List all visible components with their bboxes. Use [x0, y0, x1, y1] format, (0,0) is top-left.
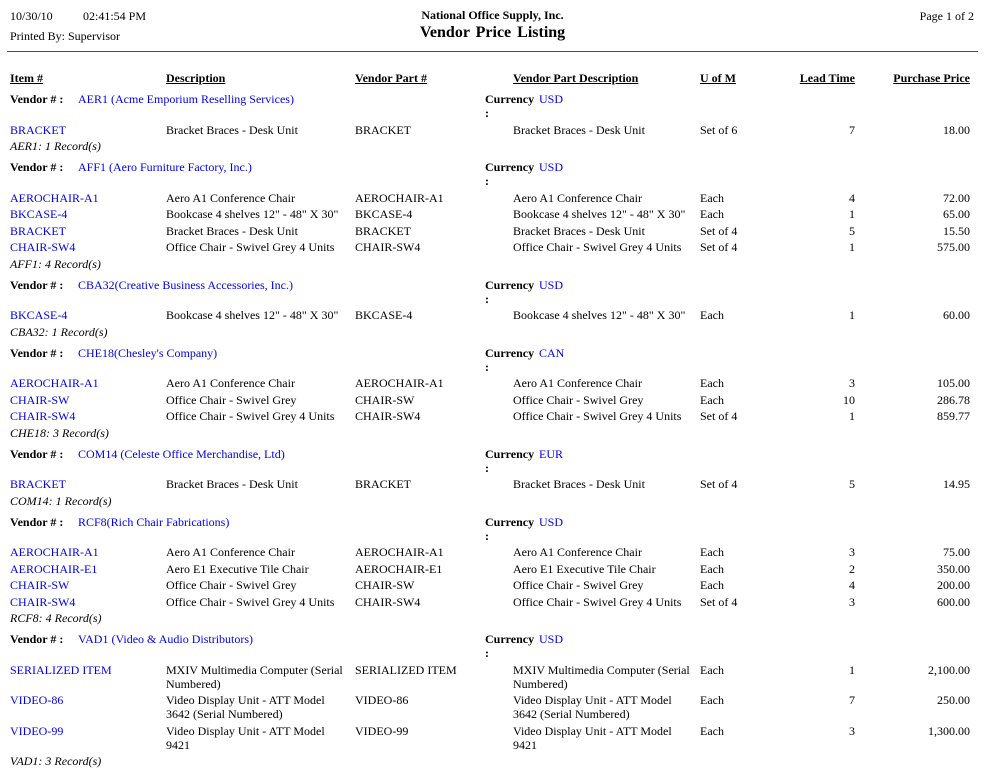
description-cell: Aero A1 Conference Chair — [166, 376, 295, 390]
vendor-part-cell: BKCASE-4 — [355, 207, 413, 221]
record-count: VAD1: 3 Record(s) — [10, 754, 102, 768]
vendor-header-row — [10, 92, 970, 120]
currency-label: Currency : — [485, 514, 535, 543]
vendor-part-cell: BRACKET — [355, 477, 412, 491]
uofm-cell: Each — [700, 376, 724, 390]
description-cell: Aero E1 Executive Tile Chair — [166, 561, 309, 576]
vendor-link[interactable]: AFF1 (Aero Furniture Factory, Inc.) — [78, 160, 252, 174]
vendor-group — [0, 632, 985, 768]
vendor-part-cell: AEROCHAIR-A1 — [355, 376, 444, 390]
item-link[interactable]: BRACKET — [10, 122, 67, 137]
currency-label: Currency : — [485, 446, 535, 475]
vendor-part-description-cell: Bookcase 4 shelves 12" - 48" X 30" — [513, 308, 686, 322]
description-cell: Office Chair - Swivel Grey 4 Units — [166, 240, 335, 254]
column-header-description: Description — [166, 71, 226, 85]
description-cell: Aero A1 Conference Chair — [166, 190, 295, 205]
lead-time-cell: 3 — [849, 594, 855, 609]
report-title: Vendor Price Listing — [419, 24, 566, 41]
uofm-cell: Set of 6 — [700, 122, 738, 137]
description-cell: Bracket Braces - Desk Unit — [166, 223, 298, 238]
purchase-price-cell: 250.00 — [937, 693, 970, 707]
vendor-link[interactable]: CBA32(Creative Business Accessories, Inc.) — [78, 277, 293, 292]
currency-value[interactable]: USD — [539, 277, 564, 292]
vendor-part-description-cell: MXIV Multimedia Computer (Serial Numbered) — [513, 662, 690, 691]
vendor-part-description-cell: Office Chair - Swivel Grey — [513, 392, 644, 407]
currency-label: Currency : — [485, 160, 535, 188]
table-row — [10, 123, 970, 137]
purchase-price-cell: 200.00 — [937, 578, 970, 592]
currency-label: Currency : — [485, 277, 535, 306]
purchase-price-cell: 1,300.00 — [928, 723, 970, 738]
purchase-price-cell: 350.00 — [937, 561, 970, 576]
uofm-cell: Set of 4 — [700, 594, 738, 609]
vendor-part-cell: AEROCHAIR-A1 — [355, 190, 444, 205]
vendor-part-cell: CHAIR-SW4 — [355, 409, 421, 423]
item-link[interactable]: SERIALIZED ITEM — [10, 662, 112, 677]
vendor-part-description-cell: Bracket Braces - Desk Unit — [513, 223, 645, 238]
lead-time-cell: 10 — [843, 392, 855, 407]
purchase-price-cell: 75.00 — [943, 545, 970, 559]
uofm-cell: Set of 4 — [700, 409, 738, 423]
item-link[interactable]: AEROCHAIR-A1 — [10, 376, 99, 390]
vendor-part-description-cell: Office Chair - Swivel Grey 4 Units — [513, 240, 682, 254]
column-header-lead-time: Lead Time — [799, 71, 855, 85]
table-row — [10, 393, 970, 407]
vendor-part-description-cell: Bookcase 4 shelves 12" - 48" X 30" — [513, 207, 686, 221]
uofm-cell: Each — [700, 578, 724, 592]
item-link[interactable]: BRACKET — [10, 477, 67, 491]
vendor-header-row — [10, 447, 970, 475]
description-cell: Office Chair - Swivel Grey — [166, 578, 297, 592]
vendor-part-description-cell: Aero E1 Executive Tile Chair — [513, 561, 656, 576]
item-link[interactable]: BRACKET — [10, 223, 67, 238]
lead-time-cell: 1 — [849, 662, 855, 677]
vendor-group — [0, 515, 985, 626]
column-header-vendor-part: Vendor Part # — [355, 71, 427, 85]
item-link[interactable]: AEROCHAIR-E1 — [10, 561, 98, 576]
currency-value[interactable]: CAN — [539, 345, 565, 360]
table-row — [10, 240, 970, 254]
table-row — [10, 477, 970, 491]
description-cell: Video Display Unit - ATT Model 9421 — [166, 723, 325, 752]
vendor-header-row — [10, 632, 970, 660]
lead-time-cell: 7 — [849, 693, 855, 707]
currency-label: Currency : — [485, 345, 535, 374]
currency-value[interactable]: USD — [539, 92, 564, 106]
lead-time-cell: 7 — [849, 122, 855, 137]
item-link[interactable]: VIDEO-99 — [10, 723, 64, 738]
vendor-number-label: Vendor # : — [10, 632, 64, 646]
lead-time-cell: 1 — [849, 207, 855, 221]
vendor-part-cell: CHAIR-SW4 — [355, 240, 421, 254]
lead-time-cell: 1 — [849, 240, 855, 254]
vendor-header-row — [10, 278, 970, 306]
vendor-header-row — [10, 346, 970, 374]
vendor-part-cell: VIDEO-86 — [355, 693, 409, 707]
vendor-part-description-cell: Aero A1 Conference Chair — [513, 376, 642, 390]
vendor-part-description-cell: Aero A1 Conference Chair — [513, 545, 642, 559]
purchase-price-cell: 60.00 — [943, 308, 970, 322]
item-link[interactable]: VIDEO-86 — [10, 693, 64, 707]
uofm-cell: Each — [700, 662, 724, 677]
item-link[interactable]: CHAIR-SW4 — [10, 409, 76, 423]
vendor-link[interactable]: COM14 (Celeste Office Merchandise, Ltd) — [78, 446, 285, 461]
vendor-part-description-cell: Bracket Braces - Desk Unit — [513, 477, 645, 491]
vendor-part-cell: SERIALIZED ITEM — [355, 662, 457, 677]
purchase-price-cell: 65.00 — [943, 207, 970, 221]
vendor-part-description-cell: Video Display Unit - ATT Model 9421 — [513, 723, 672, 752]
currency-value[interactable]: USD — [539, 160, 564, 174]
purchase-price-cell: 575.00 — [937, 240, 970, 254]
report-date: 10/30/10 — [10, 9, 53, 23]
vendor-link[interactable]: VAD1 (Video & Audio Distributors) — [78, 632, 254, 646]
vendor-part-cell: CHAIR-SW — [355, 392, 415, 407]
vendor-part-cell: BRACKET — [355, 122, 412, 137]
purchase-price-cell: 15.50 — [943, 223, 970, 238]
column-header-vendor-part-description: Vendor Part Description — [513, 71, 639, 85]
description-cell: Aero A1 Conference Chair — [166, 545, 295, 559]
record-count: CBA32: 1 Record(s) — [10, 324, 108, 339]
uofm-cell: Each — [700, 723, 724, 738]
record-count: COM14: 1 Record(s) — [10, 493, 112, 508]
vendor-part-cell: BRACKET — [355, 223, 412, 238]
uofm-cell: Each — [700, 561, 724, 576]
vendor-group — [0, 447, 985, 508]
currency-value[interactable]: USD — [539, 514, 564, 529]
vendor-part-cell: CHAIR-SW — [355, 578, 415, 592]
vendor-link[interactable]: CHE18(Chesley's Company) — [78, 345, 218, 360]
currency-value[interactable]: USD — [539, 632, 564, 646]
vendor-part-cell: AEROCHAIR-A1 — [355, 545, 444, 559]
uofm-cell: Each — [700, 190, 724, 205]
table-row — [10, 663, 970, 691]
lead-time-cell: 2 — [849, 561, 855, 576]
description-cell: Bookcase 4 shelves 12" - 48" X 30" — [166, 207, 339, 221]
lead-time-cell: 5 — [849, 223, 855, 238]
table-row — [10, 409, 970, 423]
currency-value[interactable]: EUR — [539, 446, 563, 461]
table-row — [10, 545, 970, 559]
table-row — [10, 693, 970, 721]
uofm-cell: Each — [700, 545, 724, 559]
vendor-group — [0, 92, 985, 153]
record-count: CHE18: 3 Record(s) — [10, 425, 109, 440]
purchase-price-cell: 286.78 — [937, 392, 970, 407]
table-row — [10, 578, 970, 592]
description-cell: Office Chair - Swivel Grey 4 Units — [166, 594, 335, 609]
vendor-part-description-cell: Office Chair - Swivel Grey 4 Units — [513, 409, 682, 423]
uofm-cell: Each — [700, 392, 724, 407]
column-header-row — [10, 71, 970, 85]
description-cell: Bracket Braces - Desk Unit — [166, 122, 298, 137]
purchase-price-cell: 859.77 — [937, 409, 970, 423]
lead-time-cell: 3 — [849, 723, 855, 738]
description-cell: MXIV Multimedia Computer (Serial Numbered) — [166, 662, 343, 691]
description-cell: Bracket Braces - Desk Unit — [166, 477, 298, 491]
vendor-group — [0, 346, 985, 440]
vendor-number-label: Vendor # : — [10, 514, 64, 529]
page-indicator: Page 1 of 2 — [919, 9, 974, 23]
column-header-item: Item # — [10, 71, 43, 85]
record-count: RCF8: 4 Record(s) — [10, 611, 102, 625]
vendor-number-label: Vendor # : — [10, 92, 64, 106]
vendor-part-cell: AEROCHAIR-E1 — [355, 561, 443, 576]
currency-label: Currency : — [485, 632, 535, 660]
record-count: AER1: 1 Record(s) — [10, 139, 101, 153]
lead-time-cell: 3 — [849, 545, 855, 559]
purchase-price-cell: 14.95 — [943, 477, 970, 491]
table-row — [10, 595, 970, 609]
table-row — [10, 191, 970, 205]
vendor-part-description-cell: Office Chair - Swivel Grey — [513, 578, 644, 592]
description-cell: Office Chair - Swivel Grey — [166, 392, 297, 407]
vendor-part-cell: BKCASE-4 — [355, 308, 413, 322]
uofm-cell: Each — [700, 693, 724, 707]
vendor-group — [0, 278, 985, 339]
vendor-link[interactable]: RCF8(Rich Chair Fabrications) — [78, 514, 230, 529]
table-row — [10, 562, 970, 576]
table-row — [10, 724, 970, 752]
vendor-header-row — [10, 160, 970, 188]
record-count: AFF1: 4 Record(s) — [10, 256, 101, 271]
table-row — [10, 308, 970, 322]
vendor-number-label: Vendor # : — [10, 446, 64, 461]
item-link[interactable]: BKCASE-4 — [10, 308, 68, 322]
uofm-cell: Set of 4 — [700, 240, 738, 254]
table-row — [10, 224, 970, 238]
vendor-part-description-cell: Bracket Braces - Desk Unit — [513, 122, 645, 137]
column-header-uofm: U of M — [700, 71, 736, 85]
report-time: 02:41:54 PM — [83, 9, 147, 23]
printed-by: Printed By: Supervisor — [10, 29, 120, 43]
column-header-purchase-price: Purchase Price — [893, 71, 970, 85]
item-link[interactable]: BKCASE-4 — [10, 207, 68, 221]
item-link[interactable]: CHAIR-SW4 — [10, 594, 76, 609]
item-link[interactable]: CHAIR-SW — [10, 578, 70, 592]
description-cell: Video Display Unit - ATT Model 3642 (Serial Numbered) — [166, 693, 325, 721]
vendor-header-row — [10, 515, 970, 543]
purchase-price-cell: 72.00 — [943, 190, 970, 205]
lead-time-cell: 4 — [849, 190, 855, 205]
purchase-price-cell: 18.00 — [943, 122, 970, 137]
uofm-cell: Each — [700, 308, 724, 322]
item-link[interactable]: AEROCHAIR-A1 — [10, 545, 99, 559]
vendor-part-description-cell: Aero A1 Conference Chair — [513, 190, 642, 205]
uofm-cell: Set of 4 — [700, 477, 738, 491]
item-link[interactable]: CHAIR-SW4 — [10, 240, 76, 254]
vendor-part-cell: VIDEO-99 — [355, 723, 409, 738]
header-divider — [7, 51, 978, 52]
lead-time-cell: 5 — [849, 477, 855, 491]
vendor-number-label: Vendor # : — [10, 160, 64, 174]
vendor-part-description-cell: Office Chair - Swivel Grey 4 Units — [513, 594, 682, 609]
uofm-cell: Set of 4 — [700, 223, 738, 238]
table-row — [10, 207, 970, 221]
vendor-number-label: Vendor # : — [10, 277, 64, 292]
vendor-part-cell: CHAIR-SW4 — [355, 594, 421, 609]
purchase-price-cell: 2,100.00 — [928, 662, 970, 677]
report-header — [0, 0, 985, 51]
lead-time-cell: 1 — [849, 409, 855, 423]
company-name: National Office Supply, Inc. — [421, 8, 564, 22]
vendor-link[interactable]: AER1 (Acme Emporium Reselling Services) — [78, 92, 294, 106]
currency-label: Currency : — [485, 92, 535, 120]
lead-time-cell: 1 — [849, 308, 855, 322]
lead-time-cell: 3 — [849, 376, 855, 390]
item-link[interactable]: CHAIR-SW — [10, 392, 70, 407]
description-cell: Bookcase 4 shelves 12" - 48" X 30" — [166, 308, 339, 322]
item-link[interactable]: AEROCHAIR-A1 — [10, 190, 99, 205]
table-row — [10, 376, 970, 390]
description-cell: Office Chair - Swivel Grey 4 Units — [166, 409, 335, 423]
purchase-price-cell: 600.00 — [937, 594, 970, 609]
uofm-cell: Each — [700, 207, 724, 221]
vendor-part-description-cell: Video Display Unit - ATT Model 3642 (Serial Numbered) — [513, 693, 672, 721]
purchase-price-cell: 105.00 — [937, 376, 970, 390]
vendor-number-label: Vendor # : — [10, 345, 64, 360]
lead-time-cell: 4 — [849, 578, 855, 592]
vendor-group — [0, 160, 985, 271]
